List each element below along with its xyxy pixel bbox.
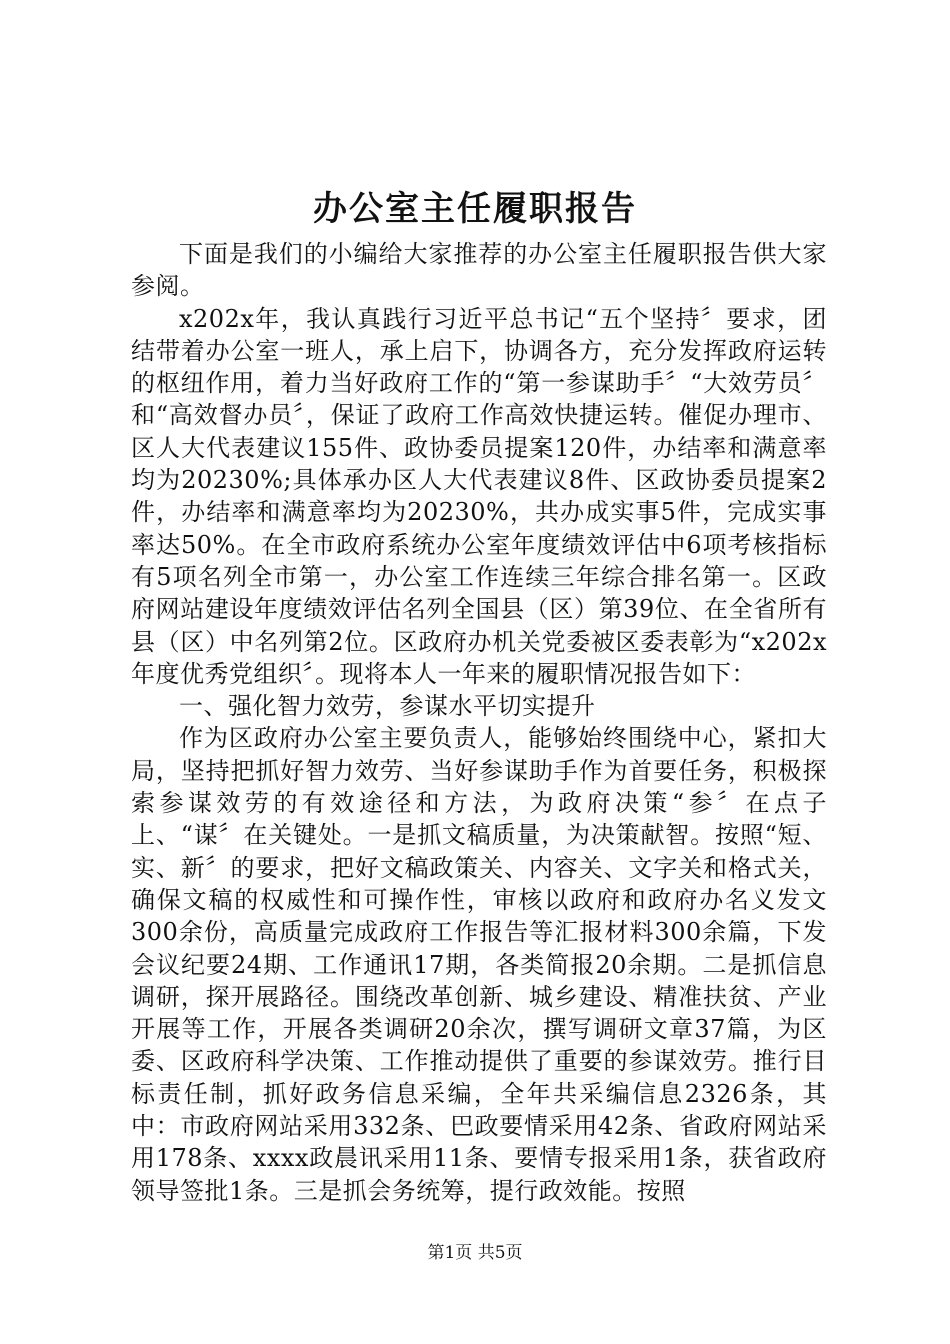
document-body xyxy=(131,238,827,1207)
page-footer: 第1页 共5页 xyxy=(427,1243,523,1263)
paragraph-section-1: 作为区政府办公室主要负责人，能够始终围绕中心，紧扣大局，坚持把抓好智力效劳、当好参谋助手作为首要任务，积极探索参谋效劳的有效途径和方法，为政府决策“参〞在点子上、“谋〞在关键处。一是抓文稿质量，为决策献智。按照“短、实、新〞的要求，把好文稿政策关、内容关、文字关和格式关，确保文稿的权威性和可操作性，审核以政府和政府办名义发文300余份，高质量完成政府工作报告等汇报材料300余篇，下发会议纪要24期、工作通讯17期，各类简报20余期。二是抓信息调研，探开展路径。围绕改革创新、城乡建设、精准扶贫、产业开展等工作，开展各类调研20余次，撰写调研文章37篇，为区委、区政府科学决策、工作推动提供了重要的参谋效劳。推行目标责任制，抓好政务信息采编，全年共采编信息2326条，其中：市政府网站采用332条、巴政要情采用42条、省政府网站采用178条、xxxx政晨讯采用11条、要情专报采用1条，获省政府领导签批1条。三是抓会务统筹，提行政效能。按照 xyxy=(131,724,827,1205)
section-heading-1: 一、强化智力效劳，参谋水平切实提升 xyxy=(179,692,596,721)
document-title: 办公室主任履职报告 xyxy=(313,189,637,229)
paragraph-summary: x202x年，我认真践行习近平总书记“五个坚持〞要求，团结带着办公室一班人，承上启下，协调各方，充分发挥政府运转的枢纽作用，着力当好政府工作的“第一参谋助手〞“大效劳员〞和“高效督办员〞，保证了政府工作高效快捷运转。催促办理市、区人大代表建议155件、政协委员提案120件，办结率和满意率均为20230%;具体承办区人大代表建议8件、区政协委员提案2件，办结率和满意率均为20230%，共办成实事5件，完成实事率达50%。在全市政府系统办公室年度绩效评估中6项考核指标有5项名列全市第一，办公室工作连续三年综合排名第一。区政府网站建设年度绩效评估名列全国县（区）第39位、在全省所有县（区）中名列第2位。区政府办机关党委被区委表彰为“x202x年度优秀党组织〞。现将本人一年来的履职情况报告如下： xyxy=(131,304,827,688)
paragraph-intro: 下面是我们的小编给大家推荐的办公室主任履职报告供大家参阅。 xyxy=(131,240,827,301)
